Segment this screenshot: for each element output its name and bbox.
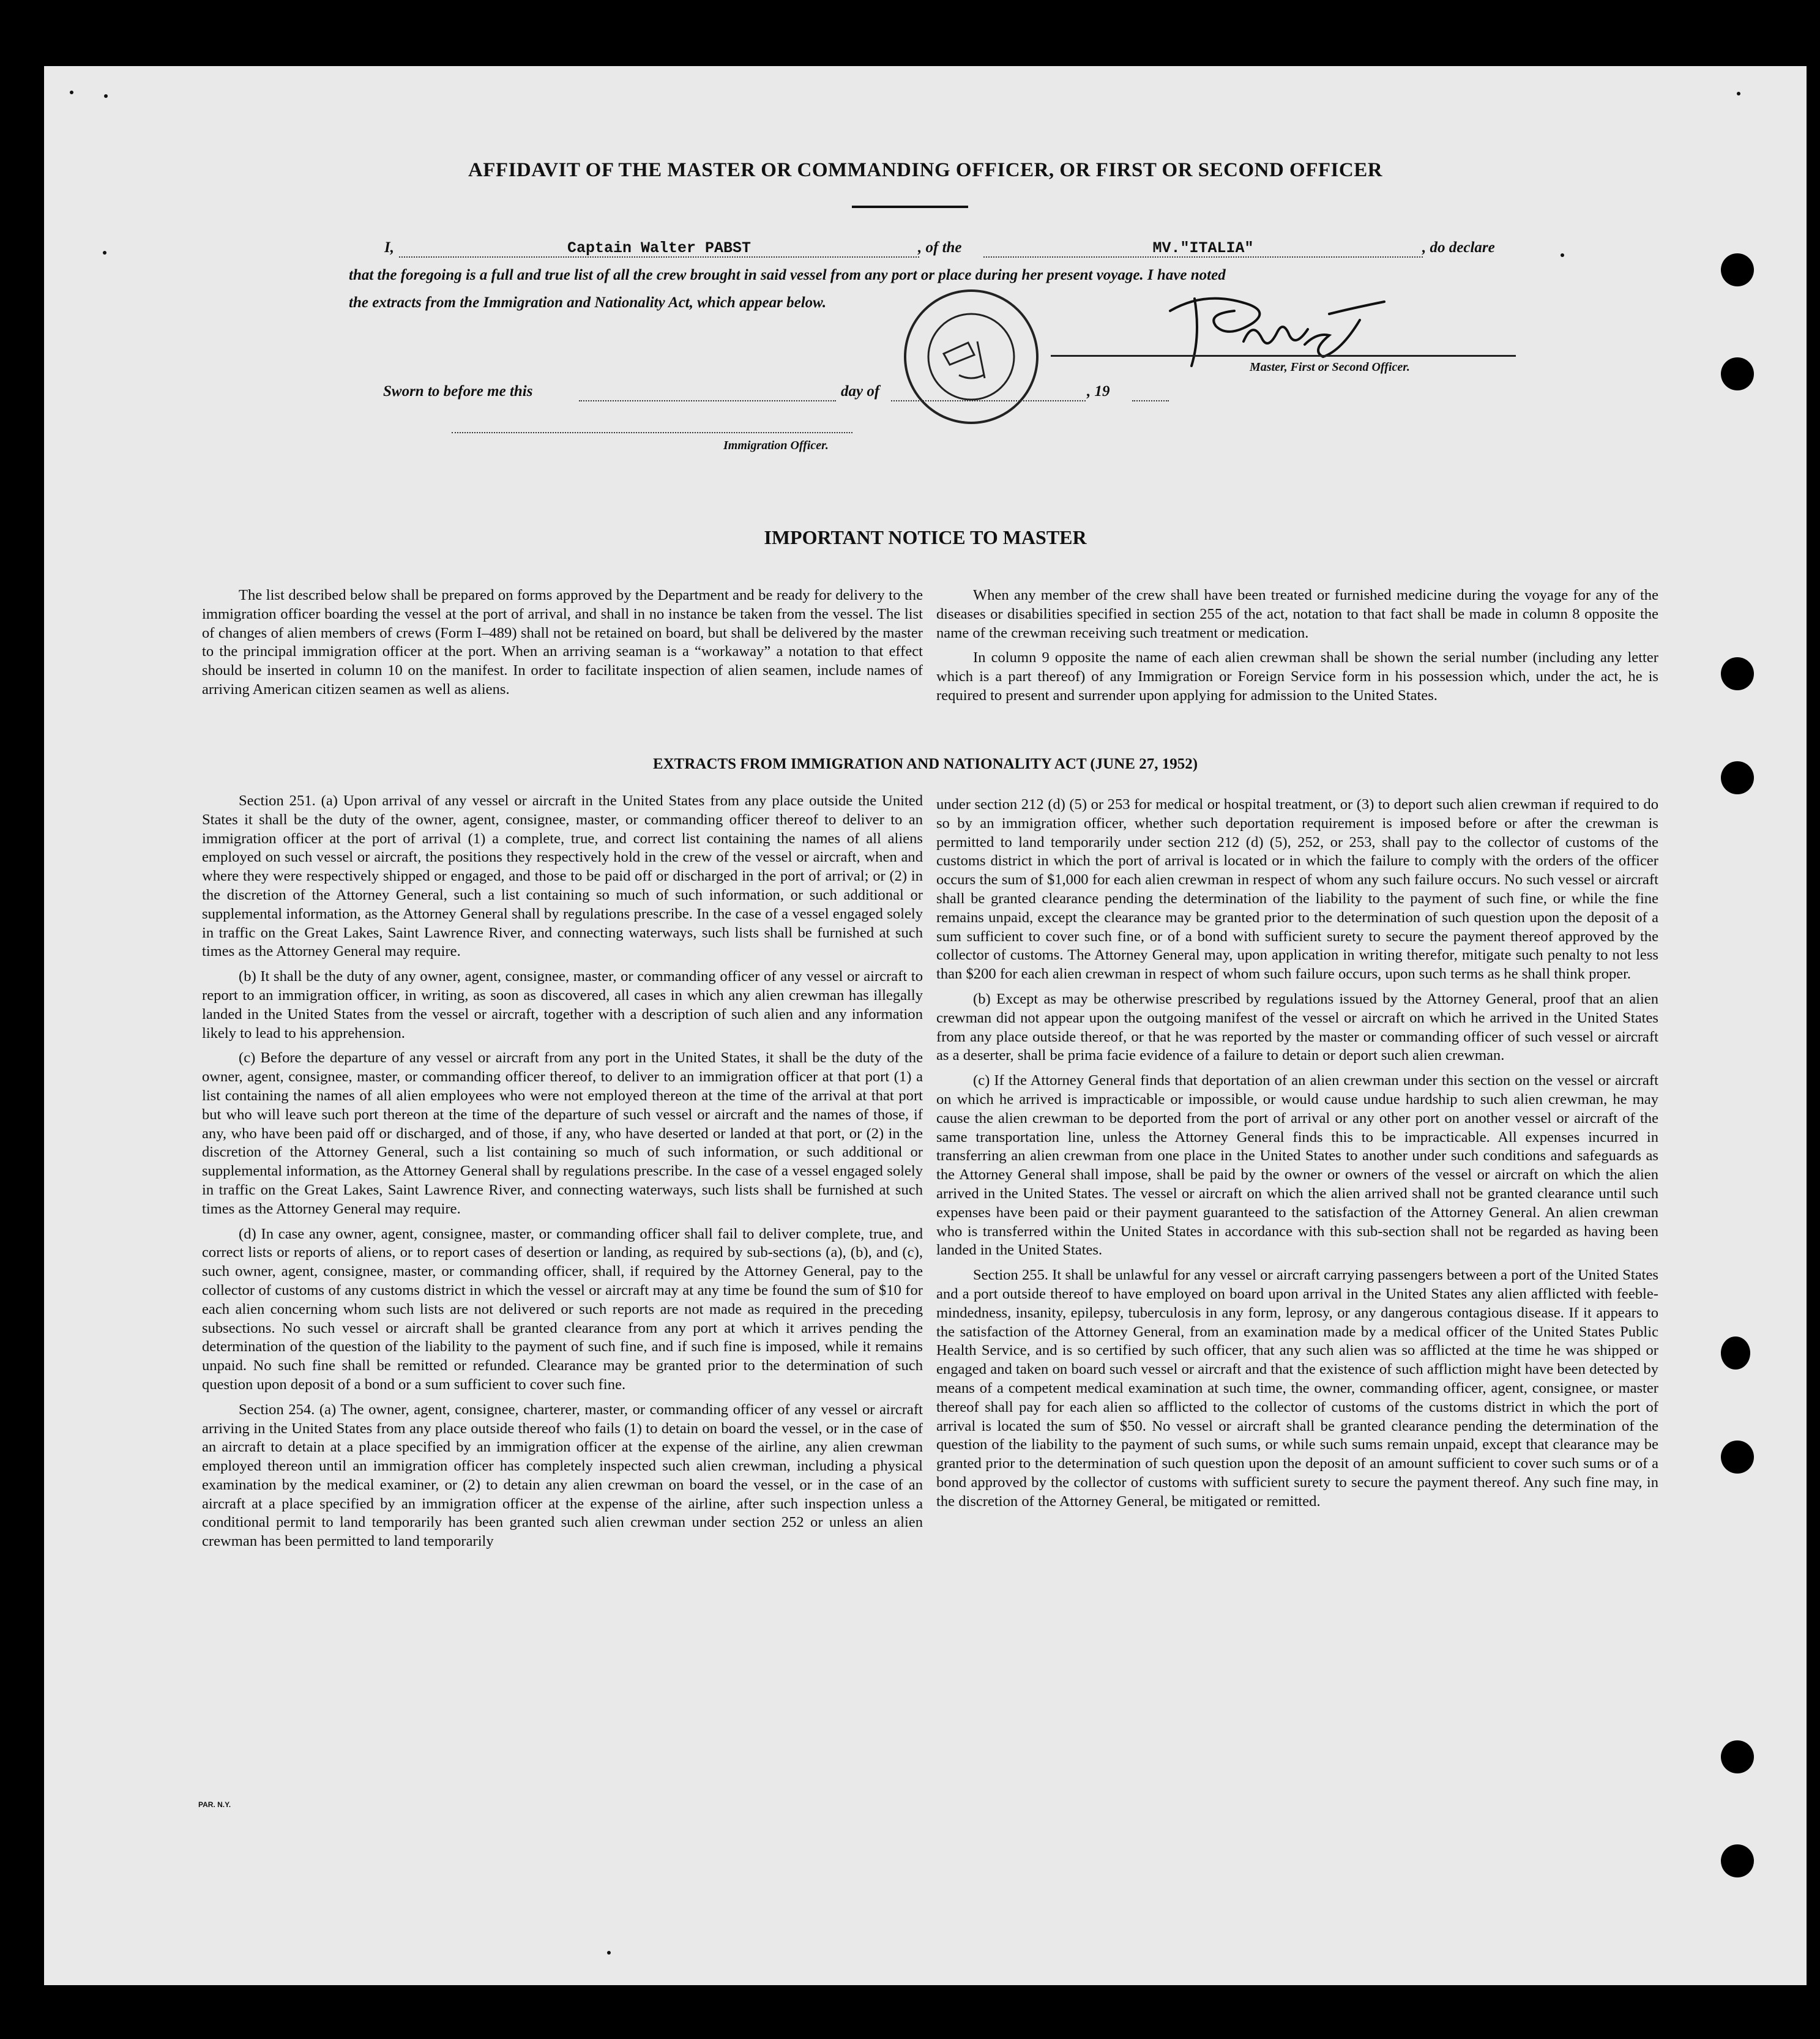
punch-hole (1721, 1740, 1754, 1773)
section-paragraph: under section 212 (d) (5) or 253 for medical or hospital treatment, or (3) to deport such alien crewman if required to do so by an immigration officer, whether such deportation requirement is imposed before or after the crewman is permitted to land temporarily under section 212 (d) (5), 252, or 253, shall pay to the collector of customs of the customs district in which the port of arrival is located or in which the failure to comply with the orders of the officer occurs the sum of $1,000 for each alien crewman in respect of whom any such failure occurs. No such vessel or aircraft shall be granted clearance pending the determination of the liability to the payment of such fine, or while the fine remains unpaid, except the clearance may be granted prior to the determination of such question upon the deposit of a sum sufficient to cover such fine, or of a bond with sufficient surety to secure the payment thereof approved by the collector of customs. The Attorney General may, upon application in writing therefor, mitigate such penalty to not less than $200 for each alien crewman in respect of whom such failure occurs, upon such terms as he shall think proper. (936, 796, 1658, 983)
section-paragraph: Section 255. It shall be unlawful for any vessel or aircraft carrying passengers between a port of the United States and a port outside thereof to have employed on board upon arrival in the United States any alien afflicted with feeble-mindedness, insanity, epilepsy, tuberculosis in any form, leprosy, or any dangerous contagious disease. If it appears to the satisfaction of the Attorney General, from an examination made by a medical officer of the United States Public Health Service, and is so certified by such officer, that any such alien was so afflicted at the time he was shipped or engaged and taken on board such vessel or aircraft and that the existence of such affliction might have been detected by means of a competent medical examination at such time, the owner, commanding officer, agent, consignee, or master thereof shall pay for each alien so afflicted to the collector of customs of the customs district in which the port of arrival is located the sum of $50. No vessel or aircraft shall be granted clearance pending the determination of the question of the liability to the payment of such sums, or while such sums remain unpaid, except that clearance may be granted prior to the determination of such question upon the deposit of an amount sufficient to cover such sums or of a bond approved by the collector of customs with sufficient surety to secure the payment thereof. Any such fine may, in the discretion of the Attorney General, be mitigated or remitted. (936, 1267, 1658, 1510)
day-of-label: day of (841, 383, 880, 400)
signature-line (1051, 355, 1516, 357)
declaration-line-2: that the foregoing is a full and true list of all the crew brought in said vessel from any port or place during her present voyage. I have noted (349, 267, 1226, 283)
section-paragraph: (b) Except as may be otherwise prescribed by regulations issued by the Attorney General, proof that an alien crewman did not appear upon the outgoing manifest of the vessel or aircraft on which he arrived in the United States from any place outside thereof, or that he was reported by the master or commanding officer of such vessel or aircraft as a deserter, shall be prima facie evidence of a failure to detain or deport such alien crewman. (936, 990, 1658, 1064)
speck (70, 91, 73, 94)
vessel-name: MV."ITALIA" (1152, 239, 1254, 257)
sworn-month-field (891, 383, 1086, 401)
notice-right-column (936, 586, 1658, 706)
notice-title: IMPORTANT NOTICE TO MASTER (764, 526, 1087, 548)
officer-caption: Immigration Officer. (723, 439, 829, 452)
extracts-left-column (202, 792, 923, 1551)
extracts-right-column (936, 796, 1658, 1511)
signature-caption: Master, First or Second Officer. (1250, 360, 1410, 374)
declaration-line-3: the extracts from the Immigration and Nationality Act, which appear below. (349, 294, 827, 311)
officer-signature-line (452, 415, 852, 433)
extracts-title: EXTRACTS FROM IMMIGRATION AND NATIONALITY ACT (JUNE 27, 1952) (652, 756, 1198, 772)
printer-mark: PAR. N.Y. (198, 1800, 231, 1809)
year-label: , 19 (1087, 383, 1110, 400)
speck (104, 94, 108, 98)
section-paragraph: Section 254. (a) The owner, agent, consignee, charterer, master, or commanding officer of any vessel or aircraft arriving in the United States from any place outside thereof who fails (1) to detain on board the vessel, or in the case of an aircraft to detain at a place specified by an immigration officer at the expense of the airline, any alien crewman employed thereon until an immigration officer has completely inspected such alien crewman, including a physical examination by the medical examiner, or (2) to detain any alien crewman on board the vessel, or in the case of an aircraft at a place specified by an immigration officer at the expense of the airline, after such inspection unless a conditional permit to land temporarily has been granted such alien crewman under section 252 or unless an alien crewman has been permitted to land temporarily (202, 1401, 923, 1550)
notice-paragraph: When any member of the crew shall have been treated or furnished medicine during the voyage for any of the diseases or disabilities specified in section 255 of the act, notation to that fact shall be made in column 8 opposite the name of the crewman receiving such treatment or medication. (936, 587, 1658, 641)
punch-hole (1721, 253, 1754, 286)
notice-paragraph: In column 9 opposite the name of each alien crewman shall be shown the serial number (including any letter which is a part thereof) of any Immigration or Foreign Service form in his possession which, under the act, he is required to present and surrender upon applying for admission to the United States. (936, 649, 1658, 704)
punch-hole (1721, 357, 1754, 390)
section-paragraph: (b) It shall be the duty of any owner, agent, consignee, master, or commanding officer of any vessel or aircraft to report to an immigration officer, in writing, as soon as discovered, all cases in which any alien crewman has illegally landed in the United States from the vessel or aircraft, together with a description of such alien and any information likely to lead to his apprehension. (202, 968, 923, 1042)
speck (1561, 253, 1564, 257)
title-underline (852, 206, 968, 208)
document-page (44, 66, 1807, 1985)
sworn-label: Sworn to before me this (383, 383, 533, 400)
section-paragraph: Section 251. (a) Upon arrival of any vessel or aircraft in the United States from any place outside the United States it shall be the duty of the owner, agent, consignee, master, or commanding officer thereof to deliver to an immigration officer at the port of arrival (1) a complete, true, and correct list containing the names of all aliens employed on such vessel or aircraft, the positions they respectively hold in the crew of the vessel or aircraft, when and where they were respectively shipped or engaged, and those to be paid off or discharged in the port of arrival; or (2) in the discretion of the Attorney General, such a list containing so much of such information, or such additional or supplemental information, as the Attorney General shall by regulations prescribe. In the case of a vessel engaged solely in traffic on the Great Lakes, Saint Lawrence River, and connecting waterways, such lists shall be furnished at such times as the Attorney General may require. (202, 792, 923, 960)
punch-hole (1721, 761, 1754, 794)
declare-label: , do declare (1422, 239, 1495, 256)
speck (103, 251, 106, 255)
section-paragraph: (c) Before the departure of any vessel or aircraft from any port in the United States, it shall be the duty of the owner, agent, consignee, master, or commanding officer thereof, to deliver to an immigration officer at that port (1) a list containing the names of all alien employees who were not employed thereon at the time of the arrival at that port but who will leave such port thereon at the time of the departure of such vessel or aircraft and the names of those, if any, who have been paid off or discharged, and of those, if any, who have deserted or landed at that port, or (2) in the discretion of the Attorney General, such a list containing so much of such information, or such additional or supplemental information, as the Attorney General shall by regulations prescribe. In the case of a vessel engaged solely in traffic on the Great Lakes, Saint Lawrence River, and connecting waterways, such lists shall be furnished at such times as the Attorney General may require. (202, 1049, 923, 1217)
name-field (399, 239, 919, 258)
speck (607, 1951, 611, 1955)
section-paragraph: (d) In case any owner, agent, consignee, master, or commanding officer shall fail to deliver complete, true, and correct lists or reports of aliens, or to report cases of desertion or landing, as required by sub-sections (a), (b), and (c), such owner, agent, consignee, master, or commanding officer, shall, if required by the Attorney General, pay to the collector of customs of any customs district in which the vessel or aircraft may at any time be found the sum of $10 for each alien concerning whom such lists are not delivered or such reports are not made as required in the preceding subsections. No such vessel or aircraft shall be granted clearance from any port at which it arrives pending the determination of the question of the liability to the payment of such fine, and if such fine is imposed, while it remains unpaid. No such fine shall be remitted or refunded. Clearance may be granted prior to the determination of such question upon deposit of a bond or a sum sufficient to cover such fine. (202, 1225, 923, 1393)
punch-hole (1721, 1441, 1754, 1474)
of-the-label: , of the (918, 239, 962, 256)
section-paragraph: (c) If the Attorney General finds that deportation of an alien crewman under this section on the vessel or aircraft on which he arrived is impracticable or impossible, or would cause undue hardship to such alien crewman, he may cause the alien crewman to be deported from the port of arrival or any other port on another vessel or aircraft of the same transportation line, unless the Attorney General finds this to be impracticable. All expenses incurred in transferring an alien crewman from one place in the United States to another under such conditions and safeguards as the Attorney General shall impose, shall be paid by the owner or owners of the vessel or aircraft on which the alien arrived in the United States. The vessel or aircraft on which the alien arrived shall not be granted clearance until such expenses have been paid or their payment guaranteed to the satisfaction of the Attorney General. An alien crewman who is transferred within the United States in accordance with this sub-section shall not be regarded as having been landed in the United States. (936, 1072, 1658, 1259)
vessel-stamp (901, 286, 1042, 427)
punch-hole (1721, 1336, 1750, 1370)
affidavit-title: AFFIDAVIT OF THE MASTER OR COMMANDING OFFICER, OR FIRST OR SECOND OFFICER (468, 159, 1383, 181)
punch-hole (1721, 1844, 1754, 1877)
vessel-field (983, 239, 1423, 258)
notice-paragraph: The list described below shall be prepared on forms approved by the Department and be ready for delivery to the immigration officer boarding the vessel at the port of arrival, and shall in no instance be taken from the vessel. The list of changes of alien members of crews (Form I–489) shall not be retained on board, but shall be delivered by the master to the principal immigration officer at the port. When an arriving seaman is a “workaway” a notation to that effect should be inserted in column 10 on the manifest. In order to facilitate inspection of alien seamen, include names of arriving American citizen seamen as well as aliens. (202, 587, 923, 698)
sworn-year-field (1132, 383, 1169, 401)
declaration-prefix: I, (384, 239, 394, 256)
master-name: Captain Walter PABST (567, 239, 751, 257)
notice-left-column (202, 586, 923, 699)
speck (1737, 92, 1740, 95)
sworn-day-field (579, 383, 836, 401)
punch-hole (1721, 657, 1754, 690)
